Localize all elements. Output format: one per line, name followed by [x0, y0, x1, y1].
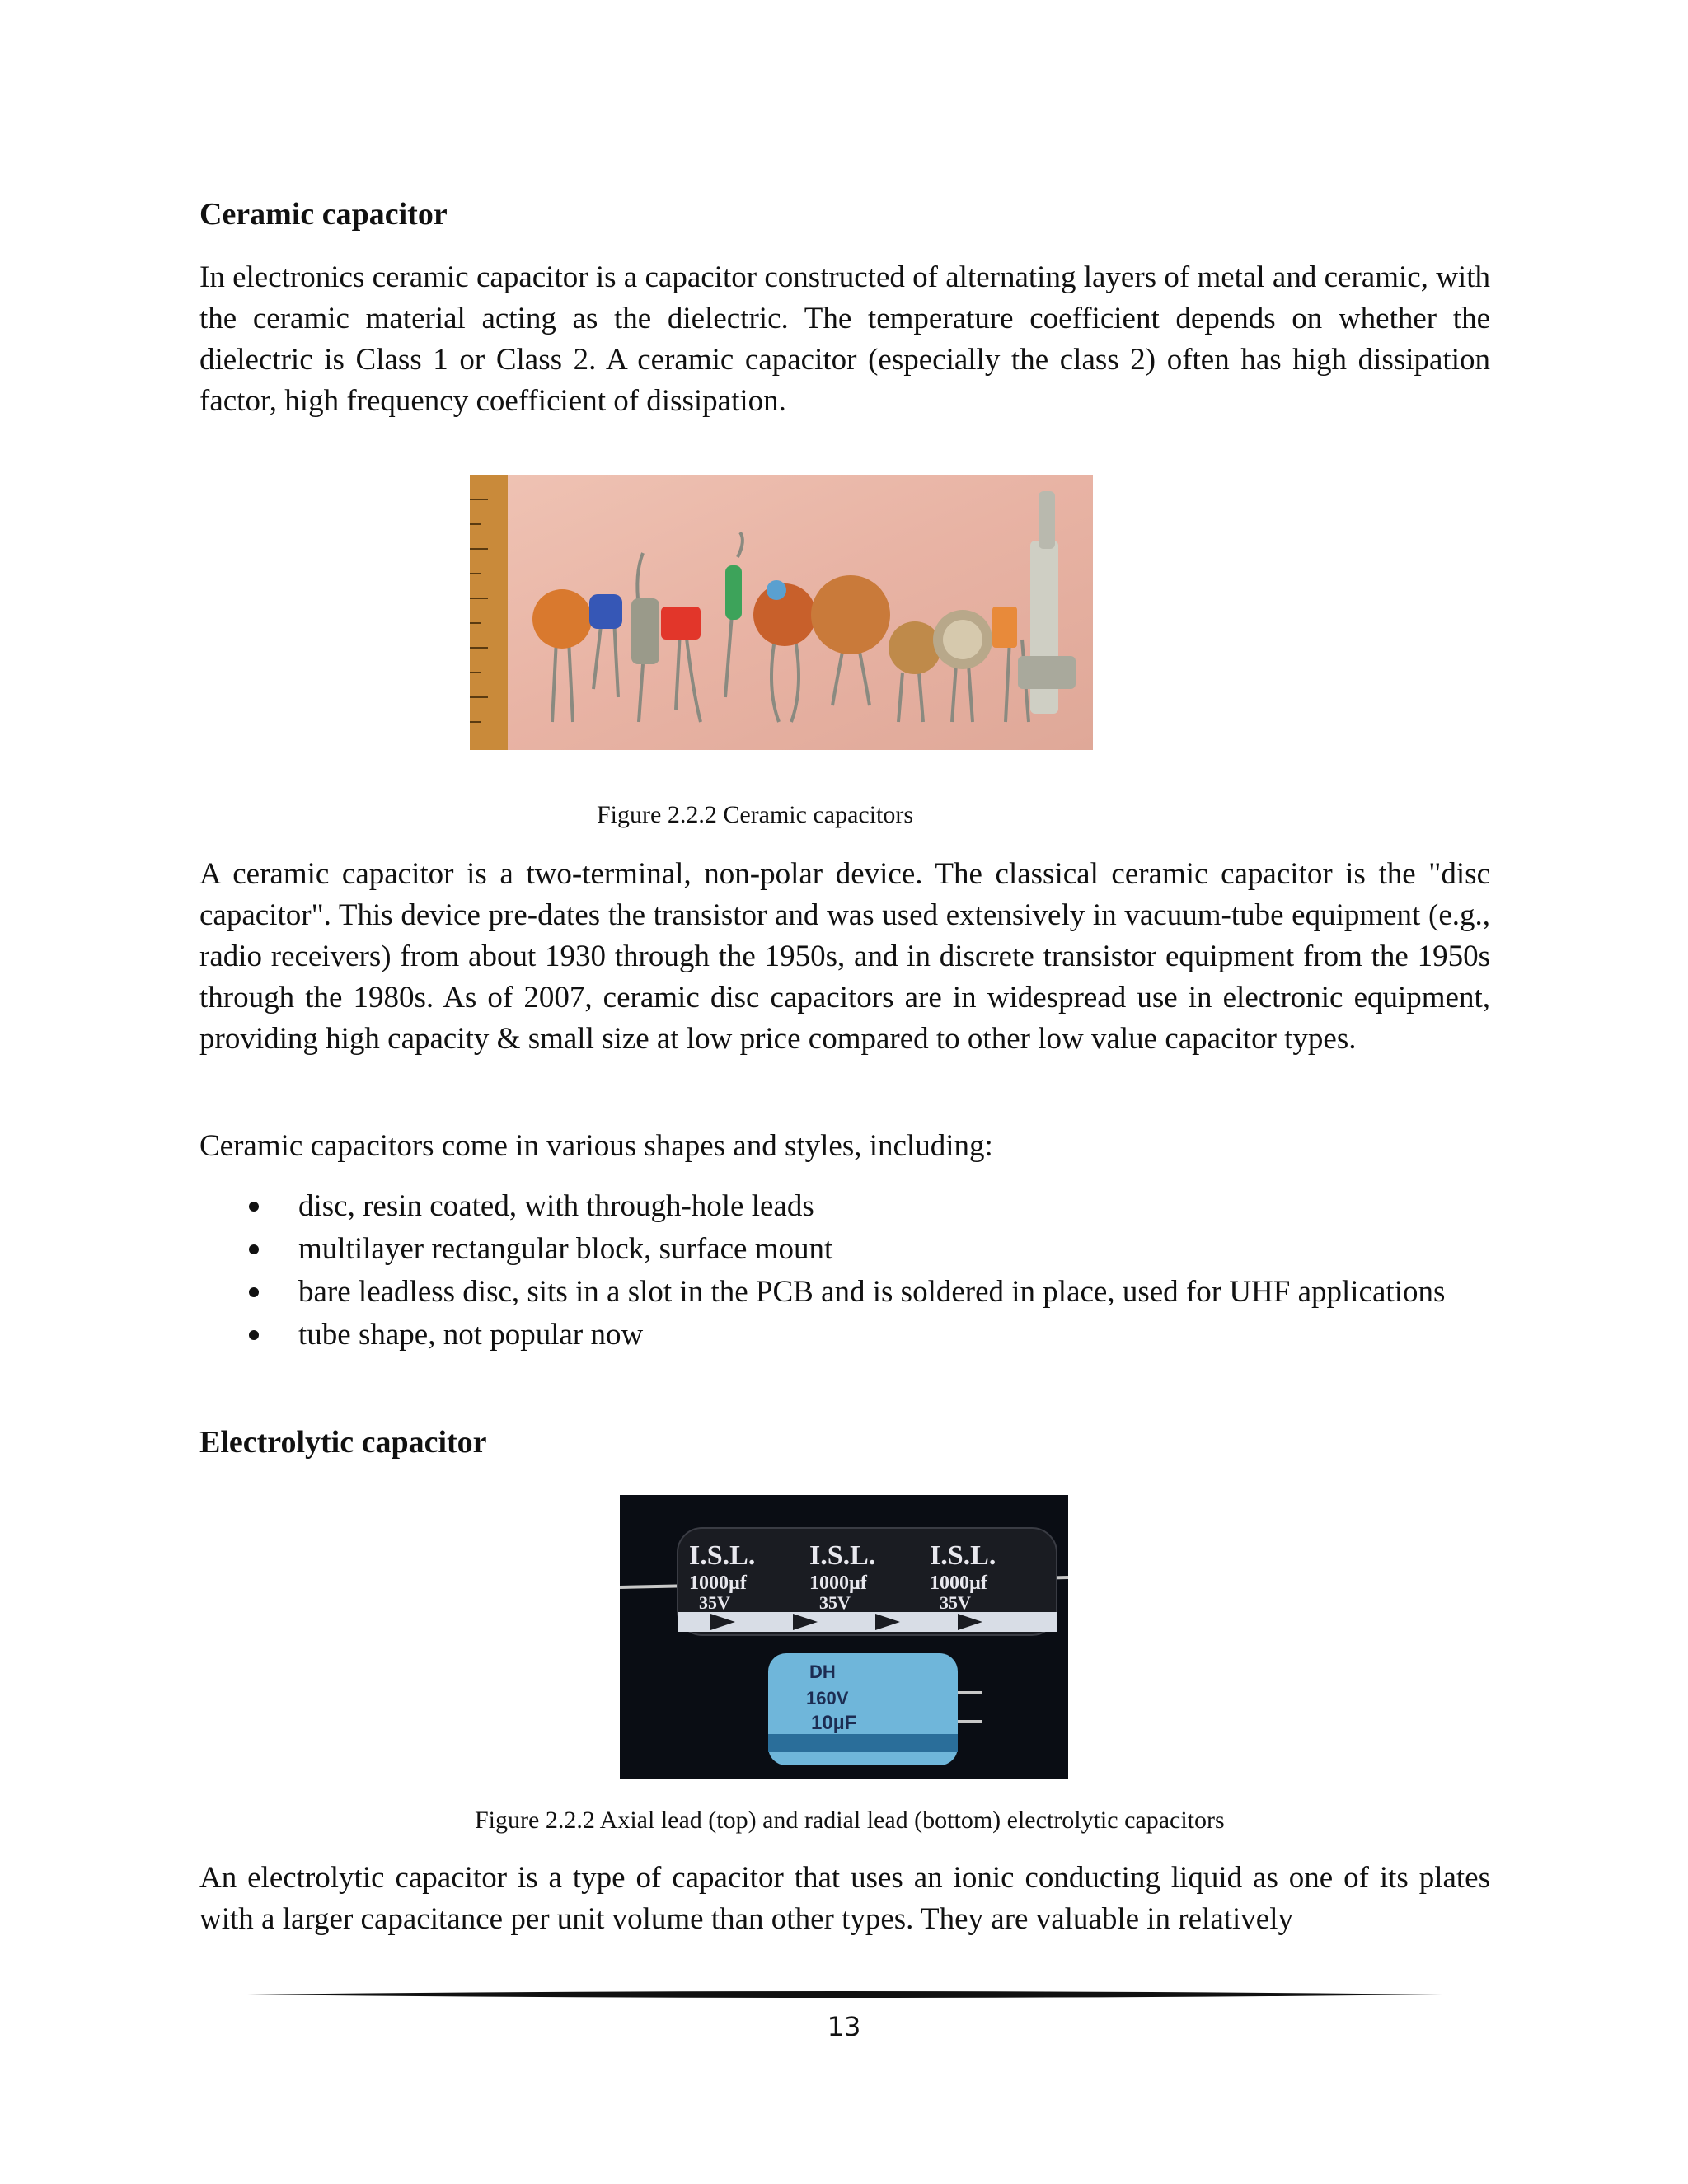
- electrolytic-capacitors-photo: [620, 1495, 1068, 1779]
- axial-voltage-label: 35V: [819, 1592, 851, 1613]
- list-item: multilayer rectangular block, surface mount: [199, 1230, 1490, 1269]
- footer-rule: [247, 1986, 1442, 2003]
- axial-value-label: 1000µf: [689, 1572, 747, 1594]
- radial-brand-label: DH: [809, 1661, 836, 1682]
- ceramic-figure-caption: Figure 2.2.2 Ceramic capacitors: [597, 801, 914, 828]
- bullet-icon: [249, 1330, 259, 1340]
- list-item: tube shape, not popular now: [199, 1315, 1490, 1355]
- axial-value-label: 1000µf: [809, 1572, 867, 1594]
- electrolytic-paragraph: An electrolytic capacitor is a type of capacitor that uses an ionic conducting liquid as one of its plates with a larger capacitance per unit volume than other types. They are valuable in relatively: [199, 1861, 1490, 1936]
- radial-voltage-label: 160V: [806, 1688, 849, 1708]
- bullet-icon: [249, 1287, 259, 1297]
- ceramic-disc-paragraph: A ceramic capacitor is a two-terminal, non-polar device. The classical ceramic capacitor is the "disc capacitor". This device pre-dates the transistor and was used extensively in vacuum-tube equipment (e.g., radio receivers) from about 1930 through the 1950s, and in discrete transistor equipment from the 1950s through the 1980s. As of 2007, ceramic disc capacitors are in widespread use in electronic equipment, providing high capacity & small size at low price compared to other low value capacitor types.: [199, 857, 1490, 1056]
- axial-brand-label: I.S.L.: [689, 1540, 756, 1571]
- ceramic-capacitors-photo: [470, 475, 1093, 750]
- axial-voltage-label: 35V: [699, 1592, 730, 1613]
- axial-value-label: 1000µf: [930, 1572, 987, 1594]
- ceramic-intro-paragraph: In electronics ceramic capacitor is a capacitor constructed of alternating layers of metal and ceramic, with the ceramic material acting as the dielectric. The temperature coefficient depends on whether the dielectric is Class 1 or Class 2. A ceramic capacitor (especially the class 2) often has high dissipation factor, high frequency coefficient of dissipation.: [199, 260, 1490, 418]
- bullet-icon: [249, 1202, 259, 1212]
- list-item: bare leadless disc, sits in a slot in the PCB and is soldered in place, used for UHF applications: [199, 1272, 1490, 1312]
- electrolytic-heading: Electrolytic capacitor: [199, 1425, 487, 1460]
- radial-value-label: 10µF: [811, 1712, 857, 1734]
- electrolytic-figure-caption: Figure 2.2.2 Axial lead (top) and radial lead (bottom) electrolytic capacitors: [475, 1807, 1225, 1834]
- ceramic-heading: Ceramic capacitor: [199, 197, 448, 232]
- ceramic-list-intro: Ceramic capacitors come in various shapes and styles, including:: [199, 1129, 993, 1163]
- axial-brand-label: I.S.L.: [930, 1540, 996, 1571]
- ceramic-styles-list: [199, 1187, 1490, 1358]
- bullet-icon: [249, 1244, 259, 1254]
- list-item: disc, resin coated, with through-hole leads: [199, 1187, 1490, 1226]
- axial-voltage-label: 35V: [940, 1592, 971, 1613]
- axial-brand-label: I.S.L.: [809, 1540, 876, 1571]
- page-number: 13: [827, 2011, 861, 2042]
